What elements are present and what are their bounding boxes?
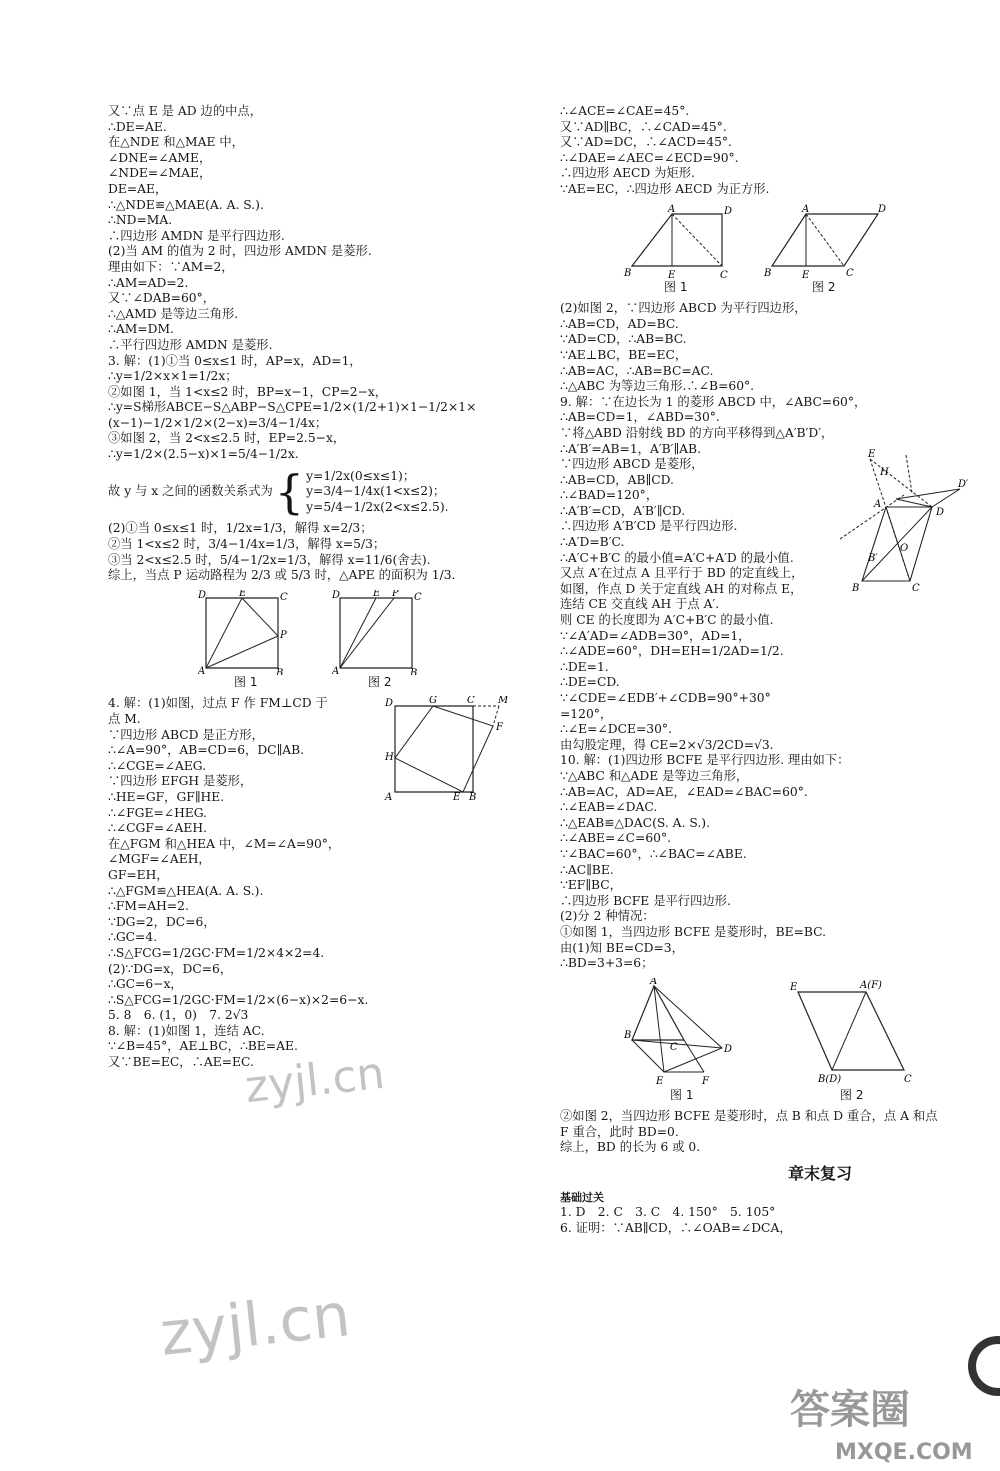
parallelogram-abcd-diagram bbox=[762, 204, 892, 280]
text-line: ∴平行四边形 AMDN 是菱形. bbox=[108, 337, 273, 352]
text-line: ∴四边形 AECD 为矩形. bbox=[560, 166, 695, 181]
rhombus-bcfe-diagram bbox=[784, 978, 914, 1088]
text-line: ∴四边形 BCFE 是平行四边形. bbox=[560, 893, 731, 908]
text-line: ∴AB=CD，AD=BC. bbox=[560, 316, 679, 331]
text-line: ②当 1<x≤2 时，3/4−1/4x=1/3，解得 x=5/3； bbox=[108, 537, 386, 552]
text-line: 4. 解：(1)如图，过点 F 作 FM⊥CD 于 bbox=[108, 696, 328, 711]
figures-problem-8 bbox=[622, 204, 970, 296]
svg-text:E: E bbox=[239, 589, 247, 599]
figure-10-1-caption: 图 1 bbox=[670, 1087, 694, 1102]
svg-text:P: P bbox=[280, 629, 287, 641]
text-line: ∴∠ACE=∠CAE=45°. bbox=[560, 104, 690, 118]
piecewise-brace: { bbox=[274, 465, 305, 520]
svg-text:P: P bbox=[392, 589, 399, 599]
text-line: (2)∵DG=x，DC=6， bbox=[108, 961, 233, 976]
text-line: ∵∠CDE=∠EDB′+∠CDB=90°+30° bbox=[560, 691, 771, 705]
text-line: ∵∠B=45°，AE⊥BC，∴BE=AE. bbox=[108, 1039, 298, 1054]
watermark-zyjl: zyjl.cn bbox=[242, 1047, 387, 1114]
text-line: ∴AM=DM. bbox=[108, 322, 174, 337]
svg-text:H: H bbox=[880, 467, 889, 479]
text-line: 6. 证明：∵AB∥CD，∴∠OAB=∠DCA， bbox=[560, 1220, 792, 1235]
text-line: ∵四边形 ABCD 是菱形， bbox=[560, 457, 704, 472]
figures-problem-3 bbox=[198, 590, 508, 691]
text-line: ∴∠BAD=120°， bbox=[560, 488, 659, 503]
text-line: 则 CE 的长度即为 A′C+B′C 的最小值. bbox=[560, 613, 774, 628]
text-line: ③当 2<x≤2.5 时，5/4−1/2x=1/3，解得 x=11/6(舍去). bbox=[108, 552, 431, 567]
piecewise-prefix: 故 y 与 x 之间的函数关系式为 bbox=[108, 484, 273, 499]
text-line: ∠NDE=∠MAE， bbox=[108, 166, 212, 181]
text-line: ②如图 2，当四边形 BCFE 是菱形时，点 B 和点 D 重合，点 A 和点 bbox=[560, 1109, 938, 1124]
text-line: ∠DNE=∠AME， bbox=[108, 150, 212, 165]
figure-10-1 bbox=[624, 978, 744, 1104]
text-line: 10. 解：(1)四边形 BCFE 是平行四边形. 理由如下： bbox=[560, 753, 850, 768]
text-line: ∴S△FCG=1/2GC·FM=1/2×4×2=4. bbox=[108, 945, 325, 960]
figure-8-1-caption: 图 1 bbox=[664, 279, 688, 294]
svg-text:B: B bbox=[764, 267, 772, 279]
text-line: ∴GC=4. bbox=[108, 930, 158, 945]
text-line: 在△NDE 和△MAE 中， bbox=[108, 135, 244, 150]
text-line: ∴AB=AC，∴AB=BC=AC. bbox=[560, 363, 714, 378]
svg-text:C: C bbox=[414, 591, 422, 603]
text-line: ∴∠E=∠DCE=30°. bbox=[560, 722, 672, 737]
text-line: ∵∠A′AD=∠ADB=30°，AD=1， bbox=[560, 628, 751, 643]
text-line: ∴∠FGE=∠HEG. bbox=[108, 805, 208, 820]
figure-3-1 bbox=[198, 590, 288, 691]
text-line: 综上，BD 的长为 6 或 0. bbox=[560, 1140, 701, 1155]
svg-text:D: D bbox=[936, 507, 945, 519]
text-line: ∴GC=6−x， bbox=[108, 977, 183, 992]
figure-3-2-caption: 图 2 bbox=[368, 674, 392, 689]
right-block-3 bbox=[560, 1109, 970, 1156]
figure-8-2 bbox=[762, 204, 892, 296]
text-line: ②如图 1，当 1<x≤2 时，BP=x−1，CP=2−x， bbox=[108, 384, 388, 399]
text-line: 在△FGM 和△HEA 中，∠M=∠A=90°， bbox=[108, 836, 341, 851]
text-line: ∴A′C+B′C 的最小值=A′C+A′D 的最小值. bbox=[560, 550, 794, 565]
svg-text:D: D bbox=[332, 589, 341, 601]
text-line: ∴AB=AC，AD=AE，∠EAD=∠BAC=60°. bbox=[560, 784, 808, 799]
text-line: 5. 8 6. (1，0) 7. 2√3 bbox=[108, 1008, 249, 1023]
text-line: ∵AE⊥BC，BE=EC， bbox=[560, 347, 688, 362]
text-line: ∴△FGM≌△HEA(A. A. S.). bbox=[108, 883, 264, 898]
text-line: ∴∠A=90°，AB=CD=6，DC∥AB. bbox=[108, 743, 305, 758]
svg-text:E: E bbox=[656, 1075, 664, 1087]
text-line: 如图，作点 D 关于定直线 AH 的对称点 E， bbox=[560, 581, 803, 596]
left-block-1 bbox=[108, 104, 508, 463]
text-line: 3. 解：(1)①当 0≤x≤1 时，AP=x，AD=1， bbox=[108, 353, 362, 368]
text-line: ∴S△FCG=1/2GC·FM=1/2×(6−x)×2=6−x. bbox=[108, 992, 369, 1007]
text-line: ∴∠DAE=∠AEC=∠ECD=90°. bbox=[560, 150, 739, 165]
svg-text:C: C bbox=[670, 1041, 678, 1053]
text-line: ∴y=1/2×(2.5−x)×1=5/4−1/2x. bbox=[108, 447, 299, 462]
svg-text:F: F bbox=[702, 1075, 709, 1087]
text-line: ∴∠ADE=60°，DH=EH=1/2AD=1/2. bbox=[560, 644, 784, 659]
text-line: ∴AC∥BE. bbox=[560, 862, 614, 877]
text-line: ∴DE=AE. bbox=[108, 119, 167, 134]
svg-text:G: G bbox=[429, 696, 437, 707]
text-line: ∴BD=3+3=6； bbox=[560, 956, 654, 971]
piecewise-cases bbox=[306, 469, 449, 516]
text-line: ∵DG=2，DC=6， bbox=[108, 914, 216, 929]
text-line: 1. D 2. C 3. C 4. 150° 5. 105° bbox=[560, 1205, 776, 1220]
text-line: ∴A′B′=AB=1，A′B′∥AB. bbox=[560, 441, 701, 456]
text-line: DE=AE， bbox=[108, 181, 168, 196]
text-line: 由(1)知 BE=CD=3， bbox=[560, 940, 684, 955]
svg-text:F: F bbox=[496, 722, 503, 734]
text-line: y=3/4−1/4x(1<x≤2)； bbox=[306, 484, 446, 499]
svg-text:A: A bbox=[332, 665, 340, 675]
text-line: ①如图 1，当四边形 BCFE 是菱形时，BE=BC. bbox=[560, 924, 827, 939]
text-line: ∴∠CGF=∠AEH. bbox=[108, 821, 207, 836]
svg-text:A: A bbox=[668, 203, 676, 215]
text-line: 综上，当点 P 运动路程为 2/3 或 5/3 时，△APE 的面积为 1/3. bbox=[108, 568, 456, 583]
svg-text:B(D): B(D) bbox=[818, 1073, 842, 1085]
text-line: ∵四边形 EFGH 是菱形， bbox=[108, 774, 253, 789]
svg-text:A: A bbox=[385, 792, 393, 802]
figure-8-2-caption: 图 2 bbox=[812, 279, 836, 294]
text-line: ∴ND=MA. bbox=[108, 213, 173, 228]
svg-text:E: E bbox=[453, 792, 461, 802]
svg-text:A: A bbox=[802, 203, 810, 215]
piecewise-function bbox=[108, 465, 508, 520]
svg-text:B′: B′ bbox=[868, 553, 878, 565]
svg-text:B: B bbox=[410, 667, 418, 675]
right-column bbox=[560, 104, 970, 1236]
svg-text:B: B bbox=[852, 583, 860, 595]
svg-text:D: D bbox=[385, 698, 394, 710]
svg-text:D: D bbox=[198, 589, 207, 601]
text-line: ∵AE=EC，∴四边形 AECD 为正方形. bbox=[560, 181, 770, 196]
svg-text:E: E bbox=[802, 269, 810, 280]
text-line: ∵EF∥BC， bbox=[560, 878, 622, 893]
text-line: ∴DE=CD. bbox=[560, 675, 620, 690]
text-line: (2)当 AM 的值为 2 时，四边形 AMDN 是菱形. bbox=[108, 244, 372, 259]
svg-text:D: D bbox=[724, 1043, 733, 1055]
text-line: 连结 CE 交直线 AH 于点 A′. bbox=[560, 597, 720, 612]
text-line: ∵△ABC 和△ADE 是等边三角形， bbox=[560, 768, 749, 783]
text-line: (2)如图 2，∵四边形 ABCD 为平行四边形， bbox=[560, 301, 807, 316]
figure-10-2-caption: 图 2 bbox=[840, 1087, 864, 1102]
text-line: (2)分 2 种情况： bbox=[560, 909, 655, 924]
text-line: ∵∠BAC=60°，∴∠BAC=∠ABE. bbox=[560, 846, 747, 861]
svg-text:C: C bbox=[912, 583, 920, 595]
svg-text:C: C bbox=[720, 269, 728, 280]
svg-text:B: B bbox=[624, 1029, 632, 1041]
text-line: 点 M. bbox=[108, 712, 141, 726]
svg-text:M: M bbox=[498, 696, 509, 707]
text-line: GF=EH， bbox=[108, 867, 169, 882]
text-line: =120°， bbox=[560, 706, 613, 721]
watermark-zyjl-large: zyjl.cn bbox=[156, 1280, 354, 1370]
text-line: ∴AB=CD，AB∥CD. bbox=[560, 472, 674, 487]
text-line: ∠MGF=∠AEH， bbox=[108, 852, 211, 867]
svg-text:D: D bbox=[878, 203, 887, 215]
text-line: ∴y=S梯形ABCE−S△ABP−S△CPE=1/2×(1/2+1)×1−1/2×1× bbox=[108, 400, 477, 415]
text-line: 理由如下：∵AM=2， bbox=[108, 259, 234, 274]
text-line: F 重合，此时 BD=0. bbox=[560, 1124, 679, 1139]
rhombus-square-diagram bbox=[383, 696, 513, 801]
text-line: 8. 解：(1)如图 1，连结 AC. bbox=[108, 1023, 265, 1038]
svg-text:E: E bbox=[790, 981, 798, 993]
text-line: ∴∠EAB=∠DAC. bbox=[560, 800, 658, 815]
text-line: ∵四边形 ABCD 是正方形， bbox=[108, 727, 264, 742]
text-line: 又∵BE=EC，∴AE=EC. bbox=[108, 1055, 254, 1070]
text-line: 又∵AD=DC，∴∠ACD=45°. bbox=[560, 135, 732, 150]
svg-text:A: A bbox=[198, 665, 206, 675]
watermark-daanquan: 答案圈 bbox=[790, 1387, 910, 1433]
svg-text:O: O bbox=[900, 543, 909, 555]
text-line: ∴DE=1. bbox=[560, 659, 609, 674]
svg-text:B: B bbox=[276, 667, 284, 675]
equilateral-triangles-diagram bbox=[624, 978, 744, 1088]
text-line: ∴四边形 AMDN 是平行四边形. bbox=[108, 228, 285, 243]
text-line: 由勾股定理，得 CE=2×√3/2CD=√3. bbox=[560, 737, 774, 752]
text-line: (2)①当 0≤x≤1 时，1/2x=1/3，解得 x=2/3； bbox=[108, 521, 373, 536]
text-line: 又点 A′在过点 A 且平行于 BD 的定直线上， bbox=[560, 566, 804, 581]
right-block-1 bbox=[560, 104, 970, 198]
subsection-title: 基础过关 bbox=[560, 1190, 604, 1204]
text-line: ∴AB=CD=1，∠ABD=30°. bbox=[560, 410, 720, 425]
text-line: y=1/2x(0≤x≤1)； bbox=[306, 468, 416, 483]
svg-text:E: E bbox=[373, 589, 381, 599]
text-line: 9. 解：∵在边长为 1 的菱形 ABCD 中，∠ABC=60°， bbox=[560, 394, 867, 409]
figure-3-2 bbox=[332, 590, 422, 691]
text-line: ∴四边形 A′B′CD 是平行四边形. bbox=[560, 519, 738, 534]
text-line: (x−1)−1/2×1/2×(2−x)=3/4−1/4x； bbox=[108, 415, 328, 430]
text-line: ∴△EAB≌△DAC(S. A. S.). bbox=[560, 815, 710, 830]
svg-text:C: C bbox=[280, 591, 288, 603]
text-line: ∴A′D=B′C. bbox=[560, 535, 625, 550]
svg-text:A(F): A(F) bbox=[860, 979, 882, 991]
text-line: ∴AM=AD=2. bbox=[108, 275, 189, 290]
square-diagram-2 bbox=[332, 590, 422, 675]
text-line: ∴FM=AH=2. bbox=[108, 899, 189, 914]
svg-text:D′: D′ bbox=[958, 479, 969, 491]
figures-problem-10 bbox=[624, 978, 970, 1104]
figure-8-1 bbox=[622, 204, 734, 296]
svg-text:A: A bbox=[650, 977, 658, 987]
text-line: 又∵∠DAB=60°， bbox=[108, 291, 216, 306]
section-title: 章末复习 bbox=[787, 1164, 852, 1184]
text-line: ∴△NDE≌△MAE(A. A. S.). bbox=[108, 197, 264, 212]
figure-3-1-caption: 图 1 bbox=[234, 674, 258, 689]
page-edge-tab bbox=[968, 1336, 1000, 1396]
text-line: ③如图 2，当 2<x≤2.5 时，EP=2.5−x， bbox=[108, 431, 346, 446]
rhombus-translation-diagram bbox=[840, 449, 970, 599]
text-line: ∴∠CGE=∠AEG. bbox=[108, 758, 207, 773]
svg-text:C: C bbox=[467, 696, 475, 707]
figure-10-2 bbox=[784, 978, 914, 1104]
text-line: ∴△AMD 是等边三角形. bbox=[108, 306, 239, 321]
svg-text:B: B bbox=[469, 792, 477, 802]
svg-text:B: B bbox=[624, 267, 632, 279]
svg-text:A: A bbox=[874, 499, 882, 511]
text-line: ∴A′B′=CD，A′B′∥CD. bbox=[560, 503, 686, 518]
square-diagram-1 bbox=[198, 590, 288, 675]
right-block-2 bbox=[560, 301, 970, 972]
text-line: ∵AD=CD，∴AB=BC. bbox=[560, 332, 687, 347]
right-block-4 bbox=[560, 1205, 970, 1236]
square-aecd-diagram bbox=[622, 204, 734, 280]
text-line: 又∵点 E 是 AD 边的中点， bbox=[108, 104, 263, 118]
svg-text:C: C bbox=[904, 1073, 912, 1085]
text-line: ∴△ABC 为等边三角形.∴∠B=60°. bbox=[560, 379, 755, 394]
text-line: 又∵AD∥BC，∴∠CAD=45°. bbox=[560, 119, 727, 134]
text-line: ∴y=1/2×x×1=1/2x； bbox=[108, 369, 238, 384]
text-line: ∴∠ABE=∠C=60°. bbox=[560, 831, 672, 846]
left-block-2 bbox=[108, 521, 508, 583]
left-column bbox=[108, 104, 508, 1071]
watermark-mxqe: MXQE.COM bbox=[835, 1440, 973, 1465]
svg-text:D: D bbox=[724, 205, 733, 217]
text-line: y=5/4−1/2x(2<x≤2.5). bbox=[306, 499, 449, 514]
svg-text:C: C bbox=[846, 267, 854, 279]
text-line: ∵将△ABD 沿射线 BD 的方向平移得到△A′B′D′， bbox=[560, 425, 834, 440]
text-line: ∴HE=GF，GF∥HE. bbox=[108, 789, 225, 804]
svg-text:H: H bbox=[385, 752, 394, 764]
svg-text:E: E bbox=[668, 269, 676, 280]
svg-text:E: E bbox=[868, 449, 876, 461]
